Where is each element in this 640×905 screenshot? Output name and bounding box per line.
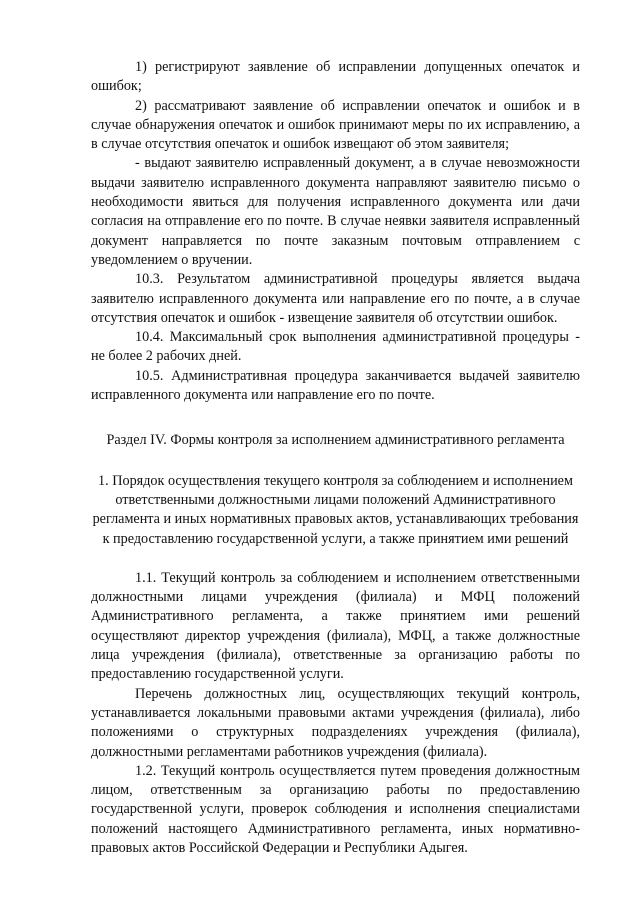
paragraph-10-5: 10.5. Административная процедура заканчивается выдачей заявителю исправленного документа или направление его по почте. [91, 367, 580, 404]
paragraph-review-application: 2) рассматривают заявление об исправлении опечаток и ошибок и в случае обнаружения опечаток и ошибок принимают меры по их исправлению, а в случае отсутствия опечаток и ошибок извещают об этом заявителя; [91, 97, 580, 153]
paragraph-10-4: 10.4. Максимальный срок выполнения административной процедуры - не более 2 рабочих дней. [91, 329, 580, 365]
paragraph-officials-list: Перечень должностных лиц, осуществляющих текущий контроль, устанавливается локальными правовыми актами учреждения (филиала), либо положениями о структурных подразделениях учреждения (филиала), должностными регламентами работников учреждения (филиала). [91, 685, 580, 760]
paragraph-issue-corrected-document: - выдают заявителю исправленный документ, а в случае невозможности выдачи заявителю исправленного документа направляют заявителю письмо о необходимости явиться для получения исправленного документа или дачи согласия на отправление его по почте. В случае неявки заявителя исправленный документ направляется по почте заказным почтовым отправлением с уведомлением о вручении. [91, 155, 580, 268]
paragraph-10-3: 10.3. Результатом административной процедуры является выдача заявителю исправленного документа или направление его по почте, а в случае отсутствия опечаток и ошибок - извещение заявителя об отсутствии ошибок. [91, 271, 580, 326]
paragraph-register-application: 1) регистрируют заявление об исправлении допущенных опечаток и ошибок; [91, 59, 580, 95]
paragraph-1-1: 1.1. Текущий контроль за соблюдением и исполнением ответственными должностными лицами учреждения (филиала) и МФЦ положений Административного регламента, а также принятием ими решений осуществляют директор учреждения (филиала), МФЦ, а также должностные лица учреждения (филиала), ответственные за организацию работы по предоставлению государственной услуги. [91, 569, 580, 683]
paragraph-1-2: 1.2. Текущий контроль осуществляется путем проведения должностным лицом, ответственным за организацию работы по предоставлению государственной услуги, проверок соблюдения и исполнения специалистами положений настоящего Административного регламента, иных нормативно-правовых актов Российской Федерации и Республики Адыгея. [91, 762, 580, 856]
section-title: Раздел IV. Формы контроля за исполнением административного регламента [106, 432, 565, 449]
subsection-title: 1. Порядок осуществления текущего контроля за соблюдением и исполнением ответственными должностными лицами положений Административного регламента и иных нормативных правовых актов, устанавливающих требования к предоставлению государственной услуги, а также принятием ими решений [92, 472, 579, 547]
